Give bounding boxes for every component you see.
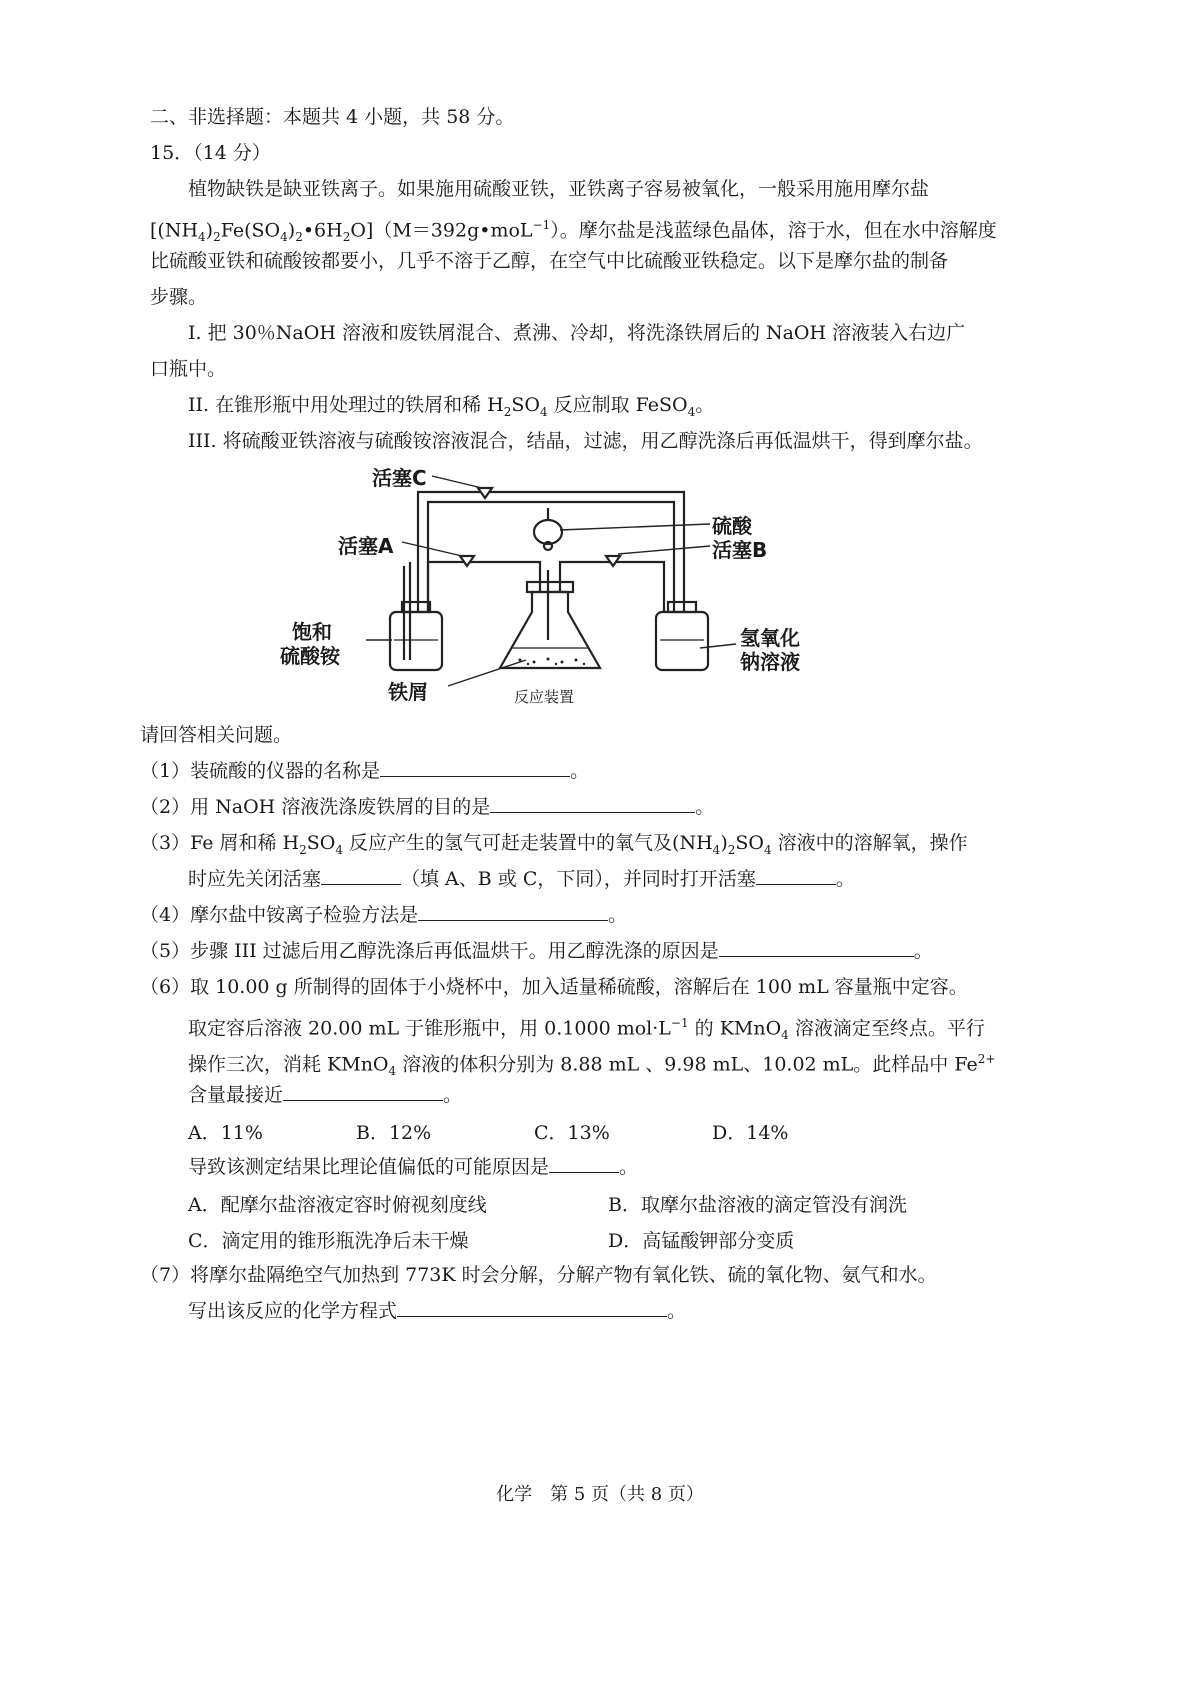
question-3-line-1 [140, 830, 968, 863]
question-2 [140, 794, 714, 820]
step-3: III. 将硫酸亚铁溶液与硫酸铵溶液混合，结晶，过滤，用乙醇洗涤后再低温烘干，得到摩尔盐。 [188, 430, 983, 452]
step-1-line-2: 口瓶中。 [150, 358, 227, 380]
left-bottle [390, 612, 442, 670]
question-text: ) [720, 832, 728, 854]
answer-blank-2[interactable] [490, 794, 695, 813]
option-b[interactable]: B．12% [356, 1122, 432, 1144]
reason-b[interactable]: B．取摩尔盐溶液的滴定管没有润洗 [608, 1194, 907, 1216]
subscript: 2 [727, 842, 736, 857]
answer-prompt: 请回答相关问题。 [140, 724, 293, 746]
question-text: （1）装硫酸的仪器的名称是 [140, 760, 381, 782]
leader-iron-filings [448, 660, 526, 686]
question-text: （4）摩尔盐中铵离子检验方法是 [140, 904, 419, 926]
question-text: 溶液滴定至终点。平行 [788, 1017, 985, 1040]
question-6-line-2 [188, 1010, 985, 1048]
question-text: 的 KMnO [688, 1017, 782, 1040]
question-text: 溶液的体积分别为 8.88 mL 、9.98 mL、10.02 mL。此样品中 Fe [396, 1053, 978, 1076]
question-text: 操作三次，消耗 KMnO [188, 1053, 389, 1076]
question-7-line-2 [188, 1298, 686, 1324]
left-bottle-stopper [402, 602, 430, 612]
formula-part: O]（M＝392g•moL [350, 219, 533, 242]
step-text: 。 [695, 394, 715, 416]
reason-a[interactable]: A．配摩尔盐溶液定容时俯视刻度线 [188, 1194, 487, 1216]
subscript: 4 [712, 842, 721, 857]
question-text: 。 [619, 1156, 639, 1178]
question-text: 。 [608, 904, 628, 926]
question-6-line-3 [188, 1046, 995, 1084]
option-d[interactable]: D．14% [712, 1122, 789, 1144]
label-iron-filings: 铁屑 [388, 680, 428, 704]
superscript: −1 [670, 1016, 689, 1030]
intro-line-3: 比硫酸亚铁和硫酸铵都要小，几乎不溶于乙醇，在空气中比硫酸亚铁稳定。以下是摩尔盐的制备 [150, 250, 949, 272]
leader-valve-c [432, 476, 482, 488]
flask-stopper [527, 582, 573, 592]
subscript: 2 [342, 230, 351, 245]
question-3-line-2 [188, 866, 855, 892]
tube-valve-b [560, 562, 664, 612]
question-text: （填 A、B 或 C，下同），并同时打开活塞 [401, 868, 756, 890]
question-text: 溶液中的溶解氧，操作 [771, 832, 968, 854]
answer-blank-4[interactable] [418, 902, 608, 921]
step-text: SO [511, 394, 540, 416]
subscript: 4 [335, 842, 344, 857]
subscript: 4 [388, 1064, 397, 1079]
formula-part: [(NH [150, 219, 199, 242]
leader-sulfuric-acid [560, 524, 710, 530]
leader-valve-a [402, 542, 462, 556]
subscript: 4 [280, 230, 288, 245]
subscript: 4 [687, 404, 696, 419]
question-text: 反应产生的氢气可赶走装置中的氧气及(NH [343, 832, 713, 854]
superscript: −1 [532, 218, 551, 232]
question-text: 。 [835, 868, 855, 890]
subscript: 4 [539, 404, 548, 419]
iron-filings-dots [519, 658, 586, 666]
question-text: 时应先关闭活塞 [188, 868, 322, 890]
step-1-line-1: I. 把 30％NaOH 溶液和废铁屑混合、煮沸、冷却，将洗涤铁屑后的 NaOH 溶液装入右边广 [188, 322, 966, 344]
subscript: 4 [763, 842, 772, 857]
answer-blank-1[interactable] [380, 758, 570, 777]
step-text: II. 在锥形瓶中用处理过的铁屑和稀 H [188, 394, 504, 416]
subscript: 2 [213, 230, 221, 245]
tube-valve-a [428, 562, 540, 612]
superscript: 2+ [977, 1052, 996, 1066]
subscript: 2 [299, 842, 307, 857]
section-heading: 二、非选择题：本题共 4 小题，共 58 分。 [150, 106, 515, 128]
intro-line-4: 步骤。 [150, 286, 208, 308]
answer-blank-6b[interactable] [549, 1154, 619, 1173]
formula-part: •6H [302, 219, 343, 242]
question-text: 。 [913, 940, 933, 962]
question-text: 导致该测定结果比理论值偏低的可能原因是 [188, 1156, 550, 1178]
question-4 [140, 902, 627, 928]
subscript: 4 [781, 1028, 789, 1043]
leader-naoh [700, 644, 736, 648]
answer-blank-7[interactable] [397, 1298, 667, 1317]
question-text: SO [306, 832, 336, 854]
question-text: 写出该反应的化学方程式 [188, 1300, 398, 1322]
right-bottle [656, 612, 708, 670]
reason-c[interactable]: C．滴定用的锥形瓶洗净后未干燥 [188, 1230, 469, 1252]
label-reaction-apparatus: 反应装置 [514, 688, 575, 706]
question-text: 。 [570, 760, 590, 782]
answer-blank-3b[interactable] [756, 866, 836, 885]
question-number: 15．（14 分） [150, 142, 271, 164]
question-text: （3）Fe 屑和稀 H [140, 832, 300, 854]
right-bottle-stopper [668, 602, 696, 612]
question-6-line-4 [188, 1082, 462, 1108]
answer-blank-6a[interactable] [283, 1082, 443, 1101]
question-text: 取定容后溶液 20.00 mL 于锥形瓶中，用 0.1000 mol·L [188, 1017, 671, 1040]
reaction-flask [500, 592, 600, 668]
subscript: 2 [295, 230, 303, 245]
question-text: 。 [443, 1084, 463, 1106]
label-saturated-1: 饱和 [292, 620, 332, 644]
formula-part: Fe(SO [220, 219, 281, 242]
question-text: SO [735, 832, 764, 854]
option-c[interactable]: C．13% [534, 1122, 610, 1144]
page-footer: 化学 第 5 页（共 8 页） [496, 1484, 704, 1505]
question-text: 。 [667, 1300, 687, 1322]
question-text: 含量最接近 [188, 1084, 284, 1106]
label-valve-a: 活塞A [338, 534, 394, 558]
separatory-funnel-bulb [534, 520, 562, 544]
question-text: （2）用 NaOH 溶液洗涤废铁屑的目的是 [140, 796, 491, 818]
label-valve-b: 活塞B [712, 538, 768, 562]
answer-blank-5[interactable] [719, 938, 914, 957]
question-6-line-5 [188, 1154, 638, 1180]
intro-line-1: 植物缺铁是缺亚铁离子。如果施用硫酸亚铁，亚铁离子容易被氧化，一般采用施用摩尔盐 [188, 178, 930, 200]
label-naoh-2: 钠溶液 [740, 650, 800, 674]
subscript: 2 [503, 404, 512, 419]
label-valve-c: 活塞C [372, 466, 427, 490]
question-5 [140, 938, 933, 964]
question-text: 。 [695, 796, 715, 818]
question-6-line-1: （6）取 10.00 g 所制得的固体于小烧杯中，加入适量稀硫酸，溶解后在 100 mL 容量瓶中定容。 [140, 976, 968, 998]
subscript: 4 [198, 230, 206, 245]
question-text: （5）步骤 III 过滤后用乙醇洗涤后再低温烘干。用乙醇洗涤的原因是 [140, 940, 719, 962]
label-sulfuric-acid: 硫酸 [712, 514, 752, 538]
question-1 [140, 758, 589, 784]
formula-part: ) [287, 219, 296, 242]
leader-valve-b [618, 546, 710, 554]
formula-part: ) [205, 219, 214, 242]
reason-d[interactable]: D．高锰酸钾部分变质 [608, 1230, 795, 1252]
option-a[interactable]: A．11% [188, 1122, 263, 1144]
question-7-line-1: （7）将摩尔盐隔绝空气加热到 773K 时会分解，分解产物有氧化铁、硫的氧化物、氨气和水。 [140, 1264, 937, 1286]
answer-blank-3a[interactable] [321, 866, 401, 885]
label-naoh-1: 氢氧化 [740, 626, 800, 650]
intro-text: ）。摩尔盐是浅蓝绿色晶体，溶于水，但在水中溶解度 [550, 219, 997, 242]
label-saturated-2: 硫酸铵 [280, 644, 340, 668]
step-text: 反应制取 FeSO [547, 394, 688, 416]
